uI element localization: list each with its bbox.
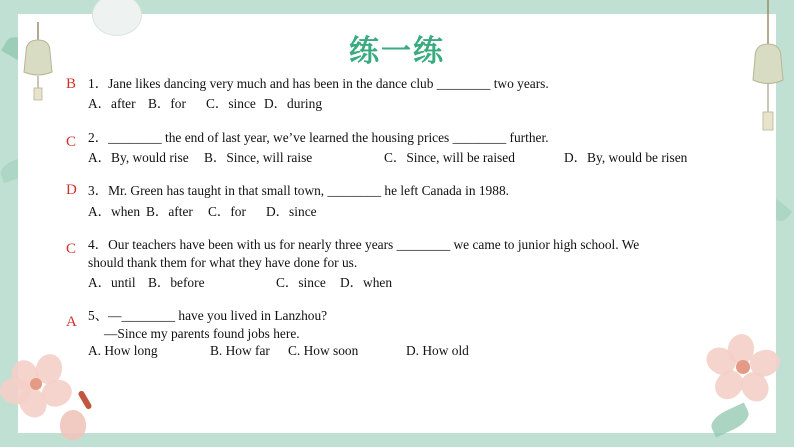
option: C．since [206, 96, 256, 111]
answer-label: B [66, 76, 77, 92]
question-stem: 2．________ the end of last year, we’ve learned the housing prices ________ further. [88, 130, 549, 145]
page-title: 练一练 [349, 34, 445, 69]
option: B．after [146, 204, 193, 219]
question-stem: 3．Mr. Green has taught in that small town, ________ he left Canada in 1988. [88, 183, 509, 198]
option: D. How old [406, 343, 469, 358]
option: A．By, would rise [88, 150, 189, 165]
option: B．for [148, 96, 186, 111]
option: D．during [264, 96, 323, 111]
option: A．until [88, 275, 136, 290]
option: A．when [88, 204, 141, 219]
option: D．By, would be risen [564, 150, 688, 165]
answer-label: A [66, 314, 77, 330]
question-stem: 5、—________ have you lived in Lanzhou? [88, 308, 328, 323]
option: C．for [208, 204, 246, 219]
option: D．since [266, 204, 317, 219]
option: B. How far [210, 343, 270, 358]
flower-decoration [700, 330, 794, 447]
answer-label: C [66, 241, 77, 257]
answer-label: C [66, 134, 77, 150]
option: B．Since, will raise [204, 150, 313, 165]
option: D．when [340, 275, 393, 290]
option: A．after [88, 96, 136, 111]
question-stem: 4．Our teachers have been with us for nearly three years ________ we came to junior high school. We [88, 237, 640, 252]
option: C. How soon [288, 343, 359, 358]
question-stem-continued: should thank them for what they have done for us. [88, 255, 358, 270]
flower-decoration [0, 350, 110, 447]
bell-lantern-icon [748, 0, 788, 140]
answer-label: D [66, 182, 77, 198]
option: C．Since, will be raised [384, 150, 515, 165]
question-stem-continued: —Since my parents found jobs here. [104, 326, 300, 341]
option: B．before [148, 275, 205, 290]
option: A. How long [88, 343, 158, 358]
option: C．since [276, 275, 326, 290]
question-stem: 1．Jane likes dancing very much and has been in the dance club ________ two years. [88, 76, 549, 91]
